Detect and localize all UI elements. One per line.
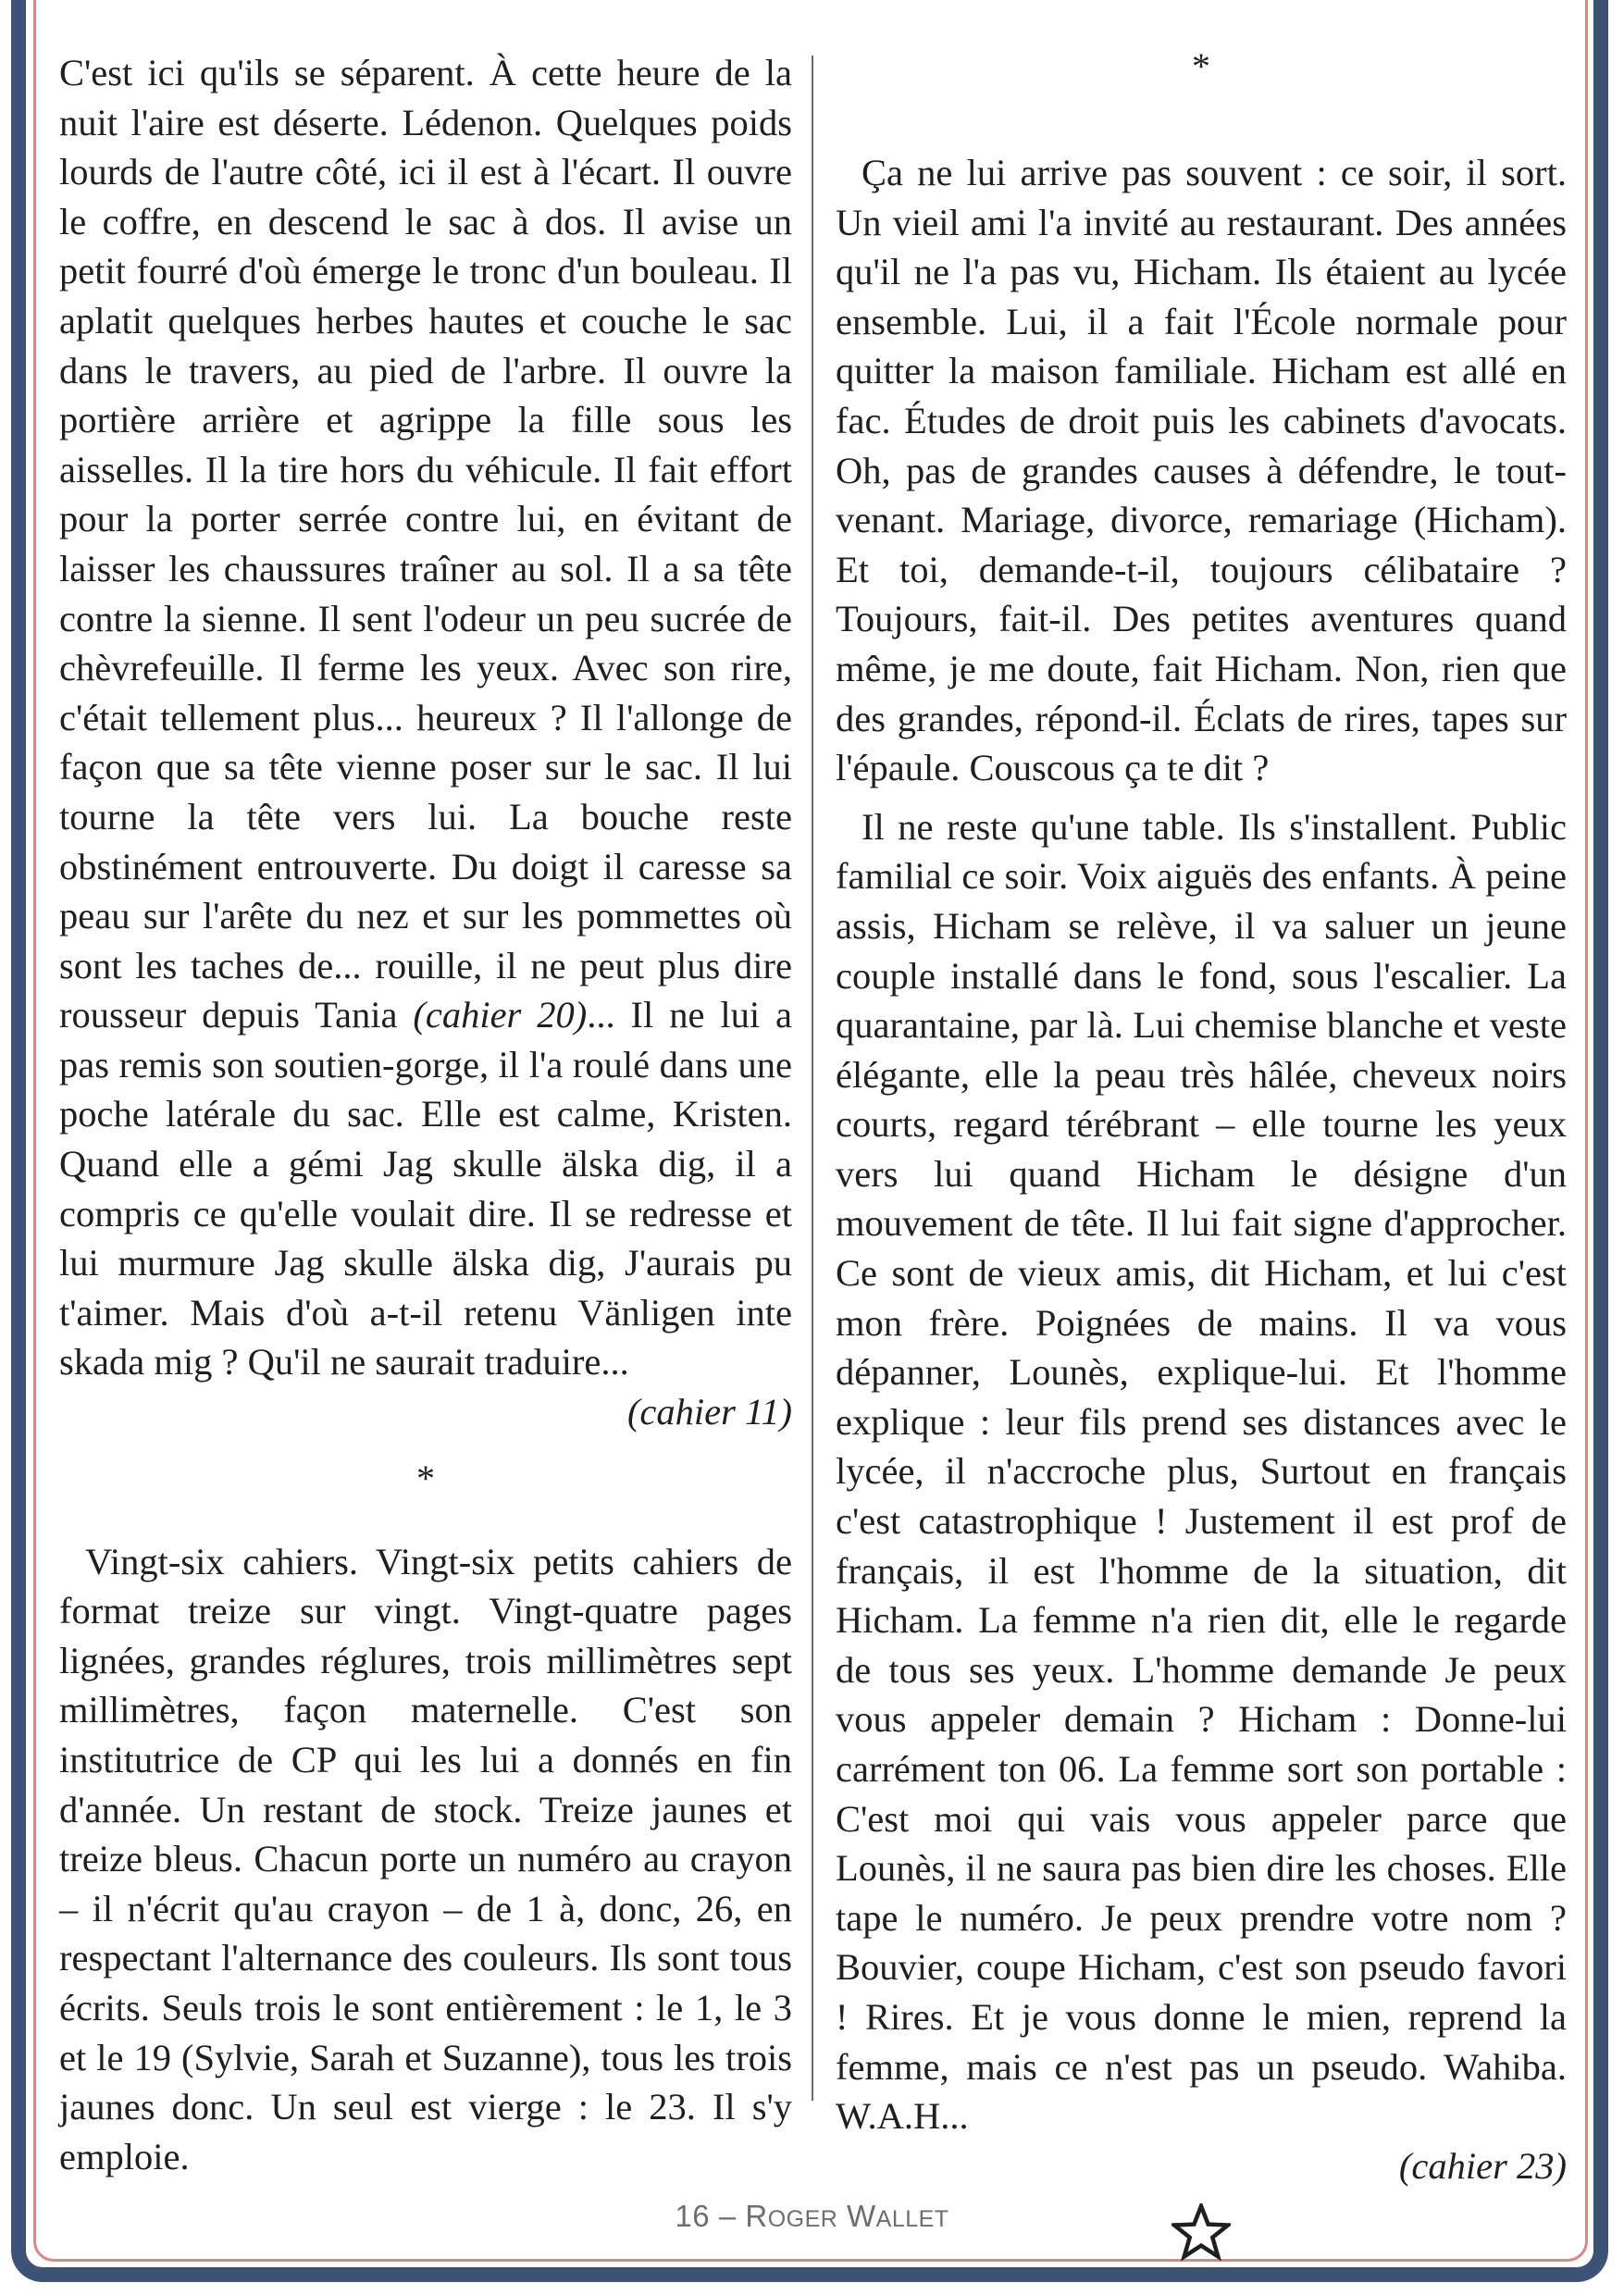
paragraph: Vingt-six cahiers. Vingt-six petits cahiers de format treize sur vingt. Vingt-quatre pages lignées, grandes réglures, trois millimètres sept millimètres, façon maternelle. C'est son institutrice de CP qui les lui a donnés en fin d'année. Un restant de stock. Treize jaunes et treize bleus. Chacun porte un numéro au crayon – il n'écrit qu'au crayon – de 1 à, donc, 26, en respectant l'alternance des couleurs. Ils sont tous écrits. Seuls trois le sont entièrement : le 1, le 3 et le 19 (Sylvie, Sarah et Suzanne), tous les trois jaunes donc. Un seul est vierge : le 23. Il s'y emploie. <box>59 1540 792 2177</box>
paragraph-text: ... Il ne lui a pas remis son soutien-gorge, il l'a roulé dans une poche latérale du sac. Elle est calme, Kristen. Quand elle a gémi Jag skulle älska dig, il a compris ce qu'elle voulait dire. Il se redresse et lui murmure Jag skulle älska dig, J'aurais pu t'aimer. Mais d'où a-t-il retenu Vänligen inte skada mig ? Qu'il ne saurait traduire... <box>59 994 792 1383</box>
paragraph: Il ne reste qu'une table. Ils s'installent. Public familial ce soir. Voix aiguës des enfants. À peine assis, Hicham se relève, il va saluer un jeune couple installé dans le fond, sous l'escalier. La quarantaine, par là. Lui chemise blanche et veste élégante, elle la peau très hâlée, cheveux noirs courts, regard térébrant – elle tourne les yeux vers lui quand Hicham le désigne d'un mouvement de tête. Il lui fait signe d'approcher. Ce sont de vieux amis, dit Hicham, et lui c'est mon frère. Poignées de mains. Il va vous dépanner, Lounès, explique-lui. Et l'homme explique : leur fils prend ses distances avec le lycée, il n'accroche plus, Surtout en français c'est catastrophique ! Justement il est prof de français, il est l'homme de la situation, dit Hicham. La femme n'a rien dit, elle le regarde de tous ses yeux. L'homme demande Je peux vous appeler demain ? Hicham : Donne-lui carrément ton 06. La femme sort son portable : C'est moi qui vais vous appeler parce que Lounès, il ne saura pas bien dire les choses. Elle tape le numéro. Je peux prendre votre nom ? Bouvier, coupe Hicham, c'est son pseudo favori ! Rires. Et je vous donne le mien, reprend la femme, mais ce n'est pas un pseudo. Wahiba. W.A.H... <box>836 805 1567 2138</box>
cahier-reference: (cahier 20) <box>413 994 588 1036</box>
column-divider <box>812 56 813 2101</box>
paragraph-text: C'est ici qu'ils se séparent. À cette heure de la nuit l'aire est déserte. Lédenon. Quelques poids lourds de l'autre côté, ici il est à l'écart. Il ouvre le coffre, en descend le sac à dos. Il avise un petit fourré d'où émerge le tronc d'un bouleau. Il aplatit quelques herbes hautes et couche le sac dans le travers, au pied de l'arbre. Il ouvre la portière arrière et agrippe la fille sous les aisselles. Il la tire hors du véhicule. Il fait effort pour la porter serrée contre lui, en évitant de laisser les chaussures traîner au sol. Il a sa tête contre la sienne. Il sent l'odeur un peu sucrée de chèvrefeuille. Il ferme les yeux. Avec son rire, c'était tellement plus... heureux ? Il l'allonge de façon que sa tête vienne poser sur le sac. Il lui tourne la tête vers lui. La bouche reste obstinément entrouverte. Du doigt il caresse sa peau sur l'arête du nez et sur les pommettes où sont les taches de... rouille, il ne peut plus dire rousseur depuis Tania <box>59 52 792 1036</box>
footer-dash: – <box>718 2199 737 2233</box>
paragraph <box>59 48 792 1387</box>
right-column <box>836 45 1567 2274</box>
cahier-reference: (cahier 11) <box>626 1391 792 1433</box>
page-number: 16 <box>675 2199 711 2233</box>
section-separator: * <box>416 1457 435 1499</box>
section-separator: * <box>1192 45 1210 87</box>
paragraph: Ça ne lui arrive pas souvent : ce soir, il sort. Un vieil ami l'a invité au restaurant. Des années qu'il ne l'a pas vu, Hicham. Ils étaient au lycée ensemble. Lui, il a fait l'École normale pour quitter la maison familiale. Hicham est allé en fac. Études de droit puis les cabinets d'avocats. Oh, pas de grandes causes à défendre, le tout-venant. Mariage, divorce, remariage (Hicham). Et toi, demande-t-il, toujours célibataire ? Toujours, fait-il. Des petites aventures quand même, je me doute, fait Hicham. Non, rien que des grandes, répond-il. Éclats de rires, tapes sur l'épaule. Couscous ça te dit ? <box>836 152 1567 789</box>
author-name: ROGER WALLET <box>745 2199 949 2233</box>
page-footer <box>0 2199 1624 2234</box>
cahier-reference: (cahier 23) <box>1398 2144 1567 2187</box>
left-column <box>59 48 792 2181</box>
